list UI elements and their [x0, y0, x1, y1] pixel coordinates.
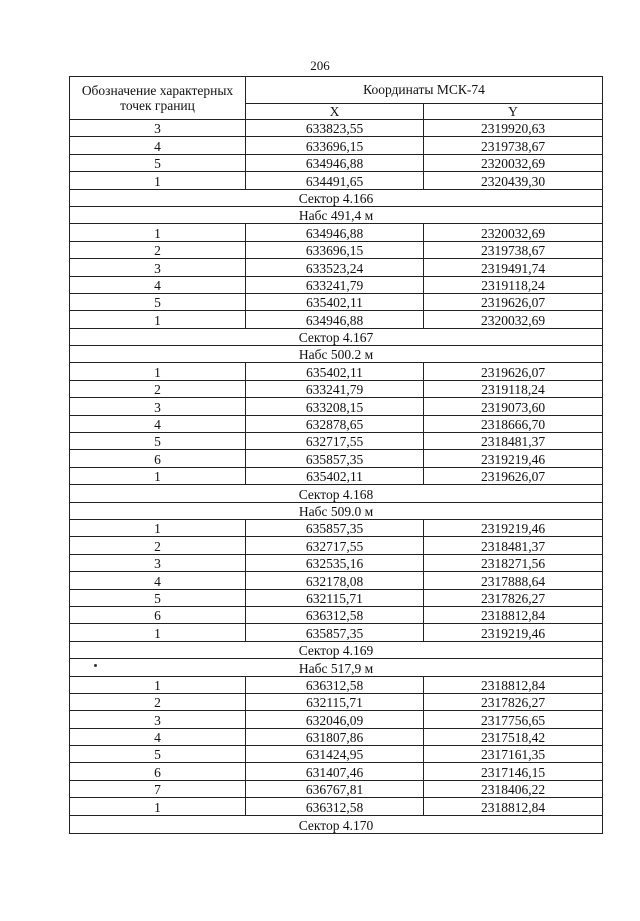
y-coordinate-cell: 2320032,69: [424, 154, 603, 171]
y-coordinate-cell: 2318481,37: [424, 537, 603, 554]
page-number: 206: [310, 58, 330, 73]
point-number-cell: 3: [70, 120, 246, 137]
table-row: [70, 746, 603, 763]
header-point-label: Обозначение характерных точек границ: [70, 77, 246, 120]
x-coordinate-cell: 631424,95: [246, 746, 424, 763]
table-row: [70, 711, 603, 728]
table-row: [70, 606, 603, 623]
table-row: [70, 293, 603, 310]
y-coordinate-cell: 2319626,07: [424, 363, 603, 380]
x-coordinate-cell: 632717,55: [246, 433, 424, 450]
x-coordinate-cell: 634946,88: [246, 311, 424, 328]
table-row: [70, 554, 603, 571]
table-row: [70, 780, 603, 797]
x-coordinate-cell: 636312,58: [246, 606, 424, 623]
section-row: [70, 815, 603, 833]
table-row: [70, 224, 603, 241]
y-coordinate-cell: 2318481,37: [424, 433, 603, 450]
coordinates-table-body: [70, 77, 603, 834]
y-coordinate-cell: 2319920,63: [424, 120, 603, 137]
point-number-cell: 3: [70, 711, 246, 728]
point-number-cell: 3: [70, 554, 246, 571]
x-coordinate-cell: 633823,55: [246, 120, 424, 137]
section-row: [70, 659, 603, 676]
x-coordinate-cell: 633696,15: [246, 241, 424, 258]
section-label: Набс 500.2 м: [70, 346, 603, 363]
point-number-cell: 4: [70, 276, 246, 293]
table-row: [70, 537, 603, 554]
y-coordinate-cell: 2318812,84: [424, 606, 603, 623]
point-number-cell: 3: [70, 259, 246, 276]
table-row: [70, 398, 603, 415]
y-coordinate-cell: 2318812,84: [424, 798, 603, 815]
table-row: [70, 154, 603, 171]
y-coordinate-cell: 2319118,24: [424, 276, 603, 293]
section-label: Сектор 4.167: [70, 328, 603, 345]
point-number-cell: 6: [70, 763, 246, 780]
point-number-cell: 1: [70, 224, 246, 241]
point-number-cell: 5: [70, 154, 246, 171]
table-row: [70, 572, 603, 589]
y-coordinate-cell: 2319626,07: [424, 467, 603, 484]
section-label: Сектор 4.166: [70, 189, 603, 206]
x-coordinate-cell: 632178,08: [246, 572, 424, 589]
section-row: [70, 641, 603, 658]
x-coordinate-cell: 635402,11: [246, 363, 424, 380]
point-number-cell: 6: [70, 450, 246, 467]
section-label: Сектор 4.168: [70, 485, 603, 502]
section-row: [70, 206, 603, 223]
point-number-cell: 5: [70, 589, 246, 606]
table-row: [70, 241, 603, 258]
section-label: Набс 491,4 м: [70, 206, 603, 223]
section-row: [70, 346, 603, 363]
table-row: [70, 693, 603, 710]
table-row: [70, 120, 603, 137]
x-coordinate-cell: 636312,58: [246, 798, 424, 815]
header-y: Y: [424, 104, 603, 120]
point-number-cell: 1: [70, 519, 246, 536]
x-coordinate-cell: 635857,35: [246, 624, 424, 641]
point-number-cell: 1: [70, 624, 246, 641]
point-number-cell: 6: [70, 606, 246, 623]
section-label: Сектор 4.169: [70, 641, 603, 658]
coordinates-table: [69, 76, 603, 834]
y-coordinate-cell: 2318812,84: [424, 676, 603, 693]
table-row: [70, 676, 603, 693]
table-row: [70, 467, 603, 484]
y-coordinate-cell: 2319738,67: [424, 241, 603, 258]
point-number-cell: 1: [70, 676, 246, 693]
point-number-cell: 2: [70, 380, 246, 397]
x-coordinate-cell: 634946,88: [246, 224, 424, 241]
y-coordinate-cell: 2319073,60: [424, 398, 603, 415]
y-coordinate-cell: 2320032,69: [424, 311, 603, 328]
x-coordinate-cell: 633208,15: [246, 398, 424, 415]
point-number-cell: 5: [70, 293, 246, 310]
table-row: [70, 259, 603, 276]
table-row: [70, 311, 603, 328]
point-number-cell: 4: [70, 137, 246, 154]
header-x: X: [246, 104, 424, 120]
point-number-cell: 4: [70, 728, 246, 745]
section-row: [70, 485, 603, 502]
table-row: [70, 415, 603, 432]
x-coordinate-cell: 631807,86: [246, 728, 424, 745]
y-coordinate-cell: 2318666,70: [424, 415, 603, 432]
y-coordinate-cell: 2319491,74: [424, 259, 603, 276]
y-coordinate-cell: 2317826,27: [424, 693, 603, 710]
point-number-cell: 3: [70, 398, 246, 415]
section-row: [70, 328, 603, 345]
x-coordinate-cell: 633241,79: [246, 276, 424, 293]
x-coordinate-cell: 635857,35: [246, 450, 424, 467]
x-coordinate-cell: 632046,09: [246, 711, 424, 728]
header-coordinate-system: Координаты МСК-74: [246, 77, 603, 104]
table-row: [70, 433, 603, 450]
point-number-cell: 1: [70, 172, 246, 189]
table-row: [70, 276, 603, 293]
x-coordinate-cell: 635402,11: [246, 467, 424, 484]
point-number-cell: 1: [70, 467, 246, 484]
point-number-cell: 2: [70, 537, 246, 554]
x-coordinate-cell: 631407,46: [246, 763, 424, 780]
table-row: [70, 519, 603, 536]
y-coordinate-cell: 2317146,15: [424, 763, 603, 780]
x-coordinate-cell: 632878,65: [246, 415, 424, 432]
y-coordinate-cell: 2319118,24: [424, 380, 603, 397]
x-coordinate-cell: 633523,24: [246, 259, 424, 276]
x-coordinate-cell: 633241,79: [246, 380, 424, 397]
y-coordinate-cell: 2318271,56: [424, 554, 603, 571]
x-coordinate-cell: 632717,55: [246, 537, 424, 554]
point-number-cell: 1: [70, 311, 246, 328]
y-coordinate-cell: 2318406,22: [424, 780, 603, 797]
y-coordinate-cell: 2317826,27: [424, 589, 603, 606]
table-row: [70, 450, 603, 467]
point-number-cell: 7: [70, 780, 246, 797]
table-row: [70, 763, 603, 780]
y-coordinate-cell: 2317518,42: [424, 728, 603, 745]
scan-speck: [94, 664, 97, 667]
y-coordinate-cell: 2320439,30: [424, 172, 603, 189]
point-number-cell: 1: [70, 798, 246, 815]
table-header-row: [70, 77, 603, 104]
point-number-cell: 2: [70, 693, 246, 710]
x-coordinate-cell: 632535,16: [246, 554, 424, 571]
x-coordinate-cell: 636312,58: [246, 676, 424, 693]
y-coordinate-cell: 2317161,35: [424, 746, 603, 763]
point-number-cell: 1: [70, 363, 246, 380]
table-row: [70, 380, 603, 397]
y-coordinate-cell: 2319219,46: [424, 450, 603, 467]
x-coordinate-cell: 633696,15: [246, 137, 424, 154]
table-row: [70, 624, 603, 641]
y-coordinate-cell: 2319219,46: [424, 519, 603, 536]
y-coordinate-cell: 2317756,65: [424, 711, 603, 728]
point-number-cell: 4: [70, 415, 246, 432]
section-label: Набс 509.0 м: [70, 502, 603, 519]
x-coordinate-cell: 632115,71: [246, 589, 424, 606]
y-coordinate-cell: 2320032,69: [424, 224, 603, 241]
table-row: [70, 728, 603, 745]
y-coordinate-cell: 2317888,64: [424, 572, 603, 589]
section-row: [70, 189, 603, 206]
y-coordinate-cell: 2319738,67: [424, 137, 603, 154]
table-row: [70, 137, 603, 154]
x-coordinate-cell: 635857,35: [246, 519, 424, 536]
x-coordinate-cell: 635402,11: [246, 293, 424, 310]
x-coordinate-cell: 634946,88: [246, 154, 424, 171]
x-coordinate-cell: 634491,65: [246, 172, 424, 189]
table-row: [70, 363, 603, 380]
point-number-cell: 5: [70, 433, 246, 450]
table-row: [70, 798, 603, 815]
section-label: Сектор 4.170: [70, 815, 603, 833]
x-coordinate-cell: 636767,81: [246, 780, 424, 797]
point-number-cell: 2: [70, 241, 246, 258]
y-coordinate-cell: 2319626,07: [424, 293, 603, 310]
section-row: [70, 502, 603, 519]
x-coordinate-cell: 632115,71: [246, 693, 424, 710]
point-number-cell: 4: [70, 572, 246, 589]
point-number-cell: 5: [70, 746, 246, 763]
table-row: [70, 589, 603, 606]
section-label: Набс 517,9 м: [70, 659, 603, 676]
table-row: [70, 172, 603, 189]
y-coordinate-cell: 2319219,46: [424, 624, 603, 641]
